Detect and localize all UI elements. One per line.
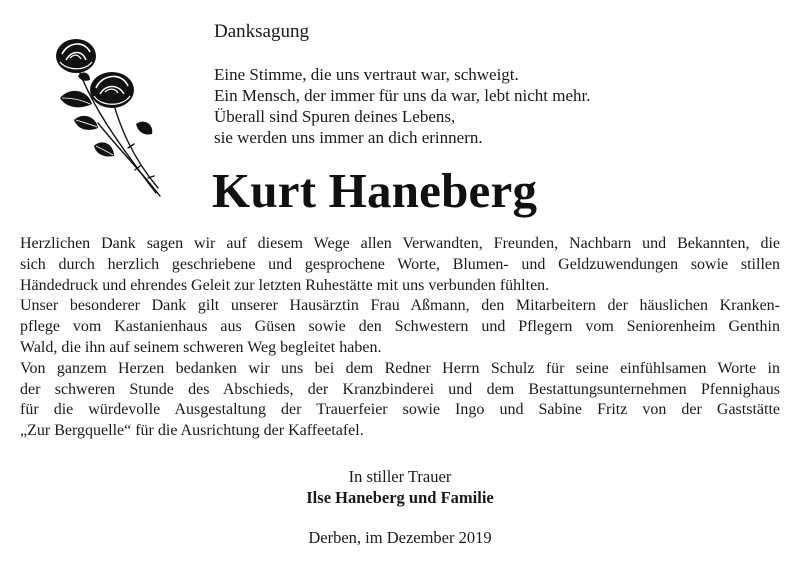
notice-heading: Danksagung bbox=[214, 21, 309, 42]
thanks-line: Wald, die ihn auf seinem schweren Weg begleitet haben. bbox=[20, 338, 382, 356]
thanks-line: sich durch herzlich geschriebene und gesprochene Worte, Blumen- und Geldzuwendungen sowie stillen bbox=[20, 255, 780, 273]
thanks-line: Von ganzem Herzen bedanken wir uns bei dem Redner Herrn Schulz für seine einfühlsamen Worte in bbox=[20, 359, 780, 377]
poem-line: Ein Mensch, der immer für uns da war, lebt nicht mehr. bbox=[214, 86, 591, 105]
thanks-line: Unser besonderer Dank gilt unserer Hausärztin Frau Aßmann, den Mitarbeitern der häuslichen Kranken- bbox=[20, 297, 780, 315]
family-signature: Ilse Haneberg und Familie bbox=[306, 488, 494, 507]
memorial-poem bbox=[214, 64, 591, 148]
mourning-line: In stiller Trauer bbox=[348, 467, 452, 486]
thanks-line: der schweren Stunde des Abschieds, der Kranzbinderei und dem Bestattungsunternehmen Pfennighaus bbox=[20, 380, 780, 398]
rose-bouquet-icon bbox=[48, 28, 166, 200]
poem-line: sie werden uns immer an dich erinnern. bbox=[214, 128, 483, 147]
place-date: Derben, im Dezember 2019 bbox=[308, 528, 492, 547]
thanks-text bbox=[20, 234, 780, 442]
poem-line: Eine Stimme, die uns vertraut war, schweigt. bbox=[214, 65, 519, 84]
thanks-line: Händedruck und ehrendes Geleit zur letzten Ruhestätte mit uns verbunden fühlten. bbox=[20, 276, 550, 294]
deceased-name: Kurt Haneberg bbox=[212, 163, 538, 218]
thanks-line: pflege vom Kastanienhaus aus Güsen sowie den Schwestern und Pflegern vom Seniorenheim Genthin bbox=[20, 318, 780, 336]
closing-signature bbox=[0, 466, 800, 548]
thanks-line: „Zur Bergquelle“ für die Ausrichtung der Kaffeetafel. bbox=[20, 422, 364, 440]
thanks-line: für die würdevolle Ausgestaltung der Trauerfeier sowie Ingo und Sabine Fritz von der Gaststätte bbox=[20, 401, 780, 419]
poem-line: Überall sind Spuren deines Lebens, bbox=[214, 107, 456, 126]
thanks-line: Herzlichen Dank sagen wir auf diesem Wege allen Verwandten, Freunden, Nachbarn und Bekannten, die bbox=[20, 235, 780, 252]
